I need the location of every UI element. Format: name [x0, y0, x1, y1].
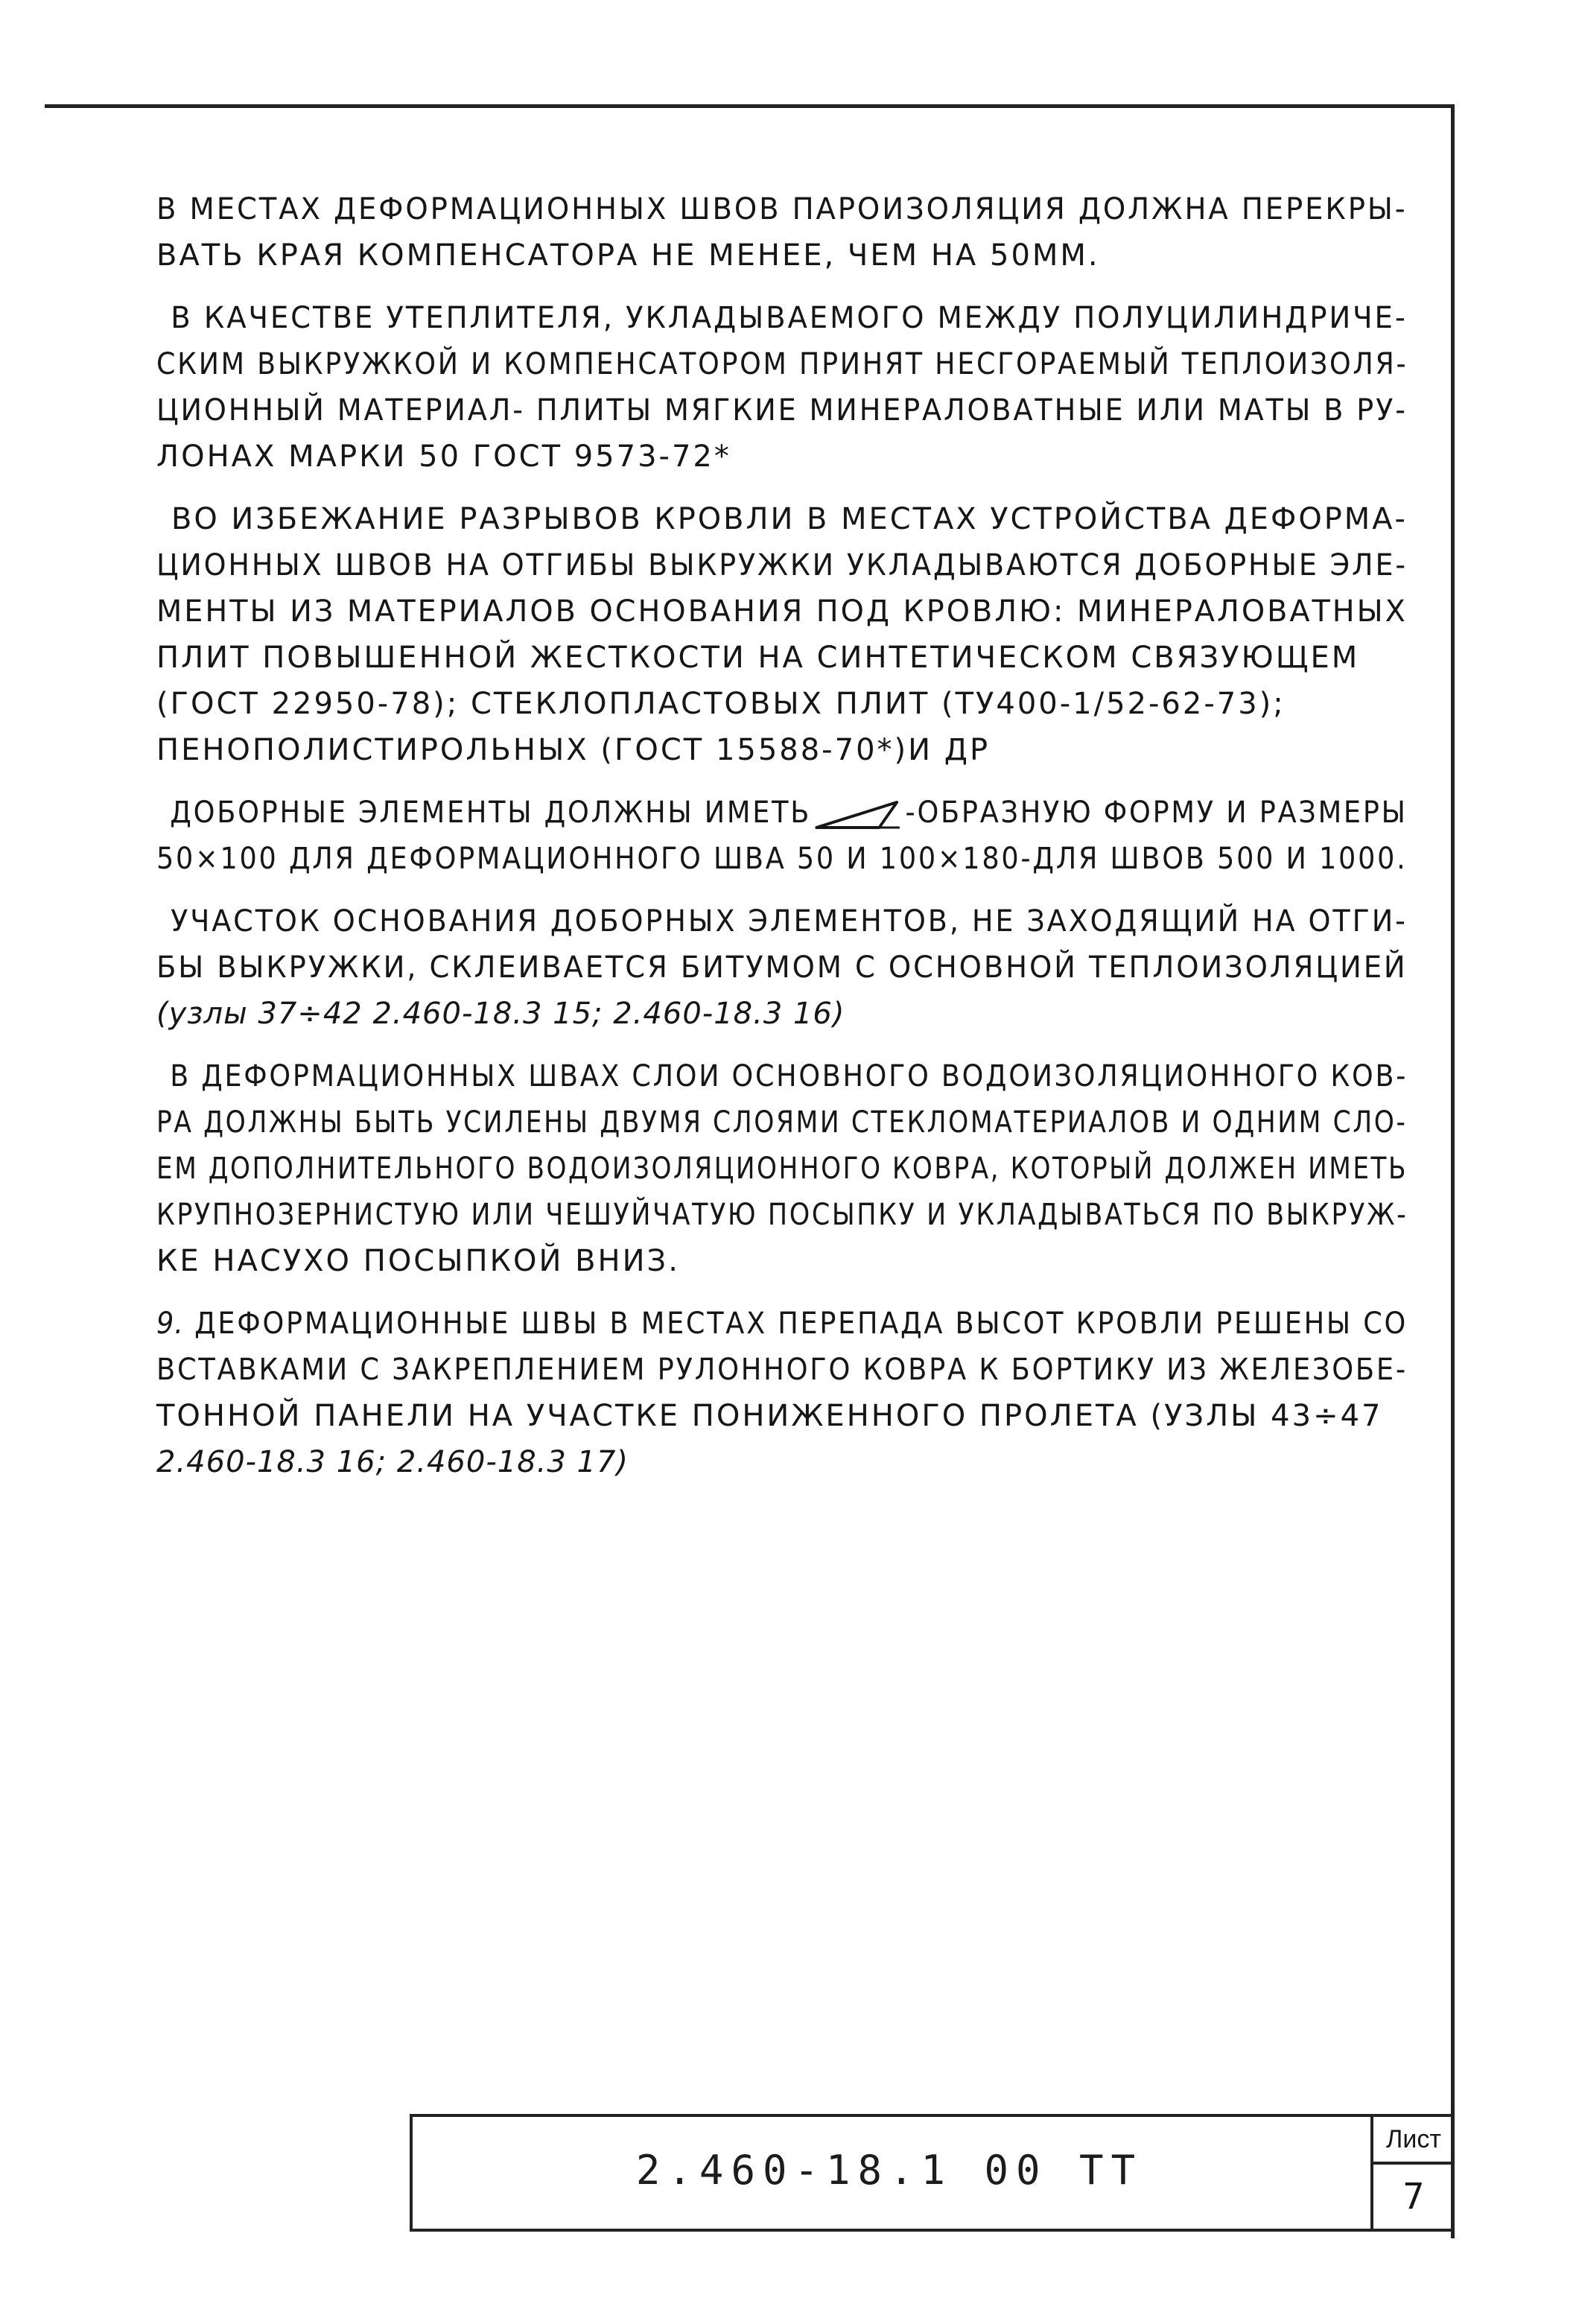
text-line: БЫ ВЫКРУЖКИ, СКЛЕИВАЕТСЯ БИТУМОМ С ОСНОВНОЙ ТЕПЛОИЗОЛЯЦИЕЙ	[156, 950, 1408, 985]
text-line: ЦИОННЫЙ МАТЕРИАЛ- ПЛИТЫ МЯГКИЕ МИНЕРАЛОВАТНЫЕ ИЛИ МАТЫ В РУ-	[156, 393, 1408, 428]
text-line-with-wedge	[156, 790, 1408, 836]
sheet-number: 7	[1402, 2176, 1425, 2217]
handwritten-reference	[156, 1439, 1408, 1485]
text-line: ПЕНОПОЛИСТИРОЛЬНЫХ (ГОСТ 15588-70*)И ДР	[156, 733, 991, 767]
text-line: В МЕСТАХ ДЕФОРМАЦИОННЫХ ШВОВ ПАРОИЗОЛЯЦИЯ ДОЛЖНА ПЕРЕКРЫ-	[156, 192, 1408, 226]
text-line: 50×100 ДЛЯ ДЕФОРМАЦИОННОГО ШВА 50 И 100×180-ДЛЯ ШВОВ 500 И 1000.	[156, 842, 1408, 876]
text-line: (ГОСТ 22950-78); СТЕКЛОПЛАСТОВЫХ ПЛИТ (ТУ400-1/52-62-73);	[156, 687, 1286, 721]
text-line: ЦИОННЫХ ШВОВ НА ОТГИБЫ ВЫКРУЖКИ УКЛАДЫВАЮТСЯ ДОБОРНЫЕ ЭЛЕ-	[156, 548, 1408, 582]
text-line: СКИМ ВЫКРУЖКОЙ И КОМПЕНСАТОРОМ ПРИНЯТ НЕСГОРАЕМЫЙ ТЕПЛОИЗОЛЯ-	[156, 347, 1408, 381]
handwritten-text: (узлы 37÷42 2.460-18.3 15; 2.460-18.3 16)	[156, 997, 845, 1031]
document-code: 2.460-18.1 00 ТТ	[635, 2147, 1143, 2194]
text-line: ТОННОЙ ПАНЕЛИ НА УЧАСТКЕ ПОНИЖЕННОГО ПРОЛЕТА (УЗЛЫ 43÷47	[156, 1399, 1383, 1433]
title-block	[410, 2114, 1454, 2232]
text-line: ВО ИЗБЕЖАНИЕ РАЗРЫВОВ КРОВЛИ В МЕСТАХ УСТРОЙСТВА ДЕФОРМА-	[171, 502, 1408, 536]
text-line: ЛОНАХ МАРКИ 50 ГОСТ 9573-72*	[156, 439, 731, 474]
text-line: УЧАСТОК ОСНОВАНИЯ ДОБОРНЫХ ЭЛЕМЕНТОВ, НЕ ЗАХОДЯЩИЙ НА ОТГИ-	[171, 904, 1408, 939]
numbered-item-line	[156, 1301, 1408, 1347]
handwritten-text: 2.460-18.3 16; 2.460-18.3 17)	[156, 1445, 629, 1479]
text-line: КЕ НАСУХО ПОСЫПКОЙ ВНИЗ.	[156, 1244, 680, 1278]
text-line: ВСТАВКАМИ С ЗАКРЕПЛЕНИЕМ РУЛОННОГО КОВРА К БОРТИКУ ИЗ ЖЕЛЕЗОБЕ-	[156, 1353, 1408, 1387]
text-fragment: -ОБРАЗНУЮ ФОРМУ И РАЗМЕРЫ	[905, 796, 1408, 830]
text-line: ВАТЬ КРАЯ КОМПЕНСАТОРА НЕ МЕНЕЕ, ЧЕМ НА 50ММ.	[156, 238, 1100, 273]
item-number: 9.	[156, 1307, 184, 1341]
text-fragment: ДЕФОРМАЦИОННЫЕ ШВЫ В МЕСТАХ ПЕРЕПАДА ВЫСОТ КРОВЛИ РЕШЕНЫ СО	[194, 1307, 1408, 1341]
wedge-shape-icon	[814, 798, 903, 831]
sheet-label: Лист	[1373, 2117, 1454, 2165]
handwritten-reference	[156, 991, 1408, 1037]
document-body	[156, 186, 1408, 1485]
text-line: ПЛИТ ПОВЫШЕННОЙ ЖЕСТКОСТИ НА СИНТЕТИЧЕСКОМ СВЯЗУЮЩЕМ	[156, 641, 1360, 675]
text-line: В ДЕФОРМАЦИОННЫХ ШВАХ СЛОИ ОСНОВНОГО ВОДОИЗОЛЯЦИОННОГО КОВ-	[170, 1059, 1408, 1093]
text-line: В КАЧЕСТВЕ УТЕПЛИТЕЛЯ, УКЛАДЫВАЕМОГО МЕЖДУ ПОЛУЦИЛИНДРИЧЕ-	[171, 301, 1408, 335]
sheet-cell	[1370, 2117, 1454, 2229]
text-line: РА ДОЛЖНЫ БЫТЬ УСИЛЕНЫ ДВУМЯ СЛОЯМИ СТЕКЛОМАТЕРИАЛОВ И ОДНИМ СЛО-	[156, 1105, 1408, 1140]
text-line: МЕНТЫ ИЗ МАТЕРИАЛОВ ОСНОВАНИЯ ПОД КРОВЛЮ: МИНЕРАЛОВАТНЫХ	[156, 594, 1408, 629]
text-line: ЕМ ДОПОЛНИТЕЛЬНОГО ВОДОИЗОЛЯЦИОННОГО КОВРА, КОТОРЫЙ ДОЛЖЕН ИМЕТЬ	[156, 1152, 1408, 1186]
text-fragment: ДОБОРНЫЕ ЭЛЕМЕНТЫ ДОЛЖНЫ ИМЕТЬ	[170, 796, 812, 830]
text-line: КРУПНОЗЕРНИСТУЮ ИЛИ ЧЕШУЙЧАТУЮ ПОСЫПКУ И УКЛАДЫВАТЬСЯ ПО ВЫКРУЖ-	[156, 1198, 1408, 1232]
